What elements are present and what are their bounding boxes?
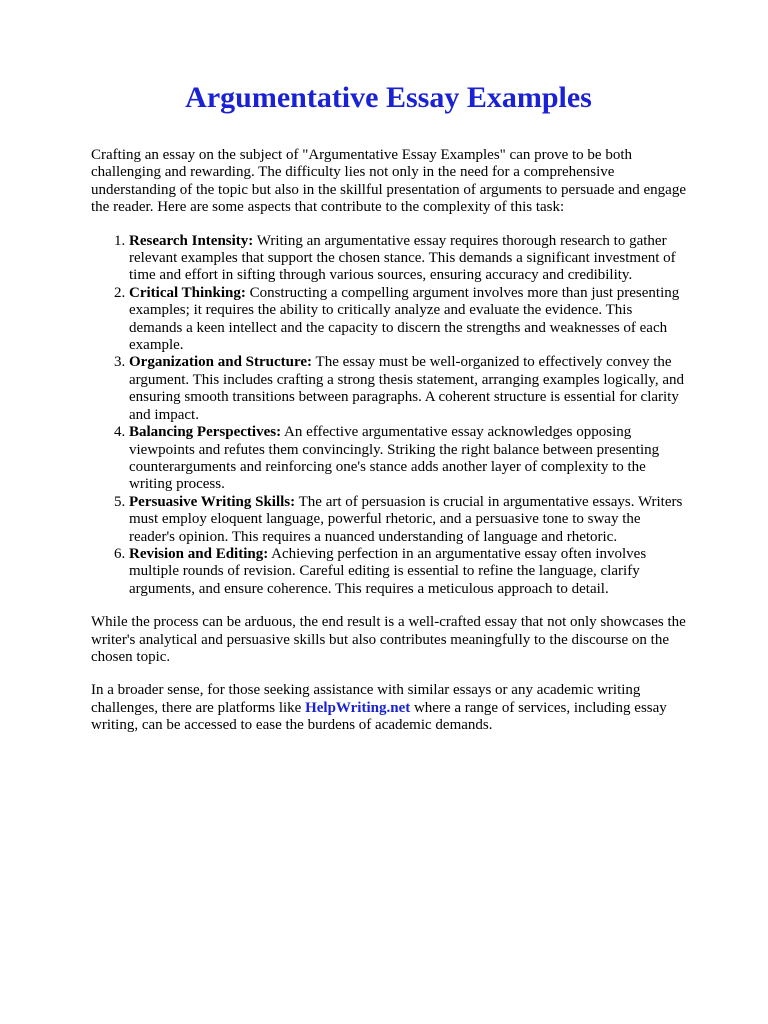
aspect-text: Writing an argumentative essay requires thorough research to gather relevant examples that support the chosen stance. This demands a significant investment of time and effort in sifting through various sources, ensuring accuracy and credibility. [129,232,676,284]
page-title: Argumentative Essay Examples [185,81,592,114]
aspect-term: Revision and Editing: [129,545,269,562]
assistance-paragraph [91,682,686,734]
aspect-text: Achieving perfection in an argumentative essay often involves multiple rounds of revision. Careful editing is essential to refine the language, clarify arguments, and ensure coherence. This requires a meticulous approach to detail. [129,545,647,597]
list-item [129,494,686,546]
aspect-term: Organization and Structure: [129,354,313,371]
aspect-text: The art of persuasion is crucial in argumentative essays. Writers must employ eloquent language, powerful rhetoric, and a persuasive tone to sway the reader's opinion. This requires a nuanced understanding of language and rhetoric. [129,493,683,545]
aspect-term: Persuasive Writing Skills: [129,493,296,510]
list-item [129,546,686,598]
aspects-list [91,233,686,599]
assistance-text-before: In a broader sense, for those seeking assistance with similar essays or any academic writing challenges, there are platforms like [91,682,641,716]
list-item [129,233,686,285]
aspect-term: Balancing Perspectives: [129,424,282,441]
helpwriting-link[interactable]: HelpWriting.net [305,699,411,716]
list-item [129,354,686,424]
aspect-text: An effective argumentative essay acknowledges opposing viewpoints and refutes them convincingly. Striking the right balance between presenting counterarguments and reinforcing one's stance adds another layer of complexity to the writing process. [129,424,660,493]
intro-paragraph: Crafting an essay on the subject of "Argumentative Essay Examples" can prove to be both challenging and rewarding. The difficulty lies not only in the need for a comprehensive understanding of the topic but also in the skillful presentation of arguments to persuade and engage the reader. Here are some aspects that contribute to the complexity of this task: [91,147,686,216]
aspect-term: Research Intensity: [129,232,254,249]
list-item [129,285,686,355]
aspect-text: The essay must be well-organized to effectively convey the argument. This includes crafting a strong thesis statement, arranging examples logically, and ensuring smooth transitions between paragraphs. A coherent structure is essential for clarity and impact. [129,354,684,423]
assistance-text-after: where a range of services, including essay writing, can be accessed to ease the burdens of academic demands. [91,699,667,734]
aspect-text: Constructing a compelling argument involves more than just presenting examples; it requires the ability to critically analyze and evaluate the evidence. This demands a keen intellect and the capacity to discern the strengths and weaknesses of each example. [129,284,680,354]
list-item [129,424,686,494]
aspect-term: Critical Thinking: [129,284,246,301]
closing-paragraph: While the process can be arduous, the end result is a well-crafted essay that not only showcases the writer's analytical and persuasive skills but also contributes meaningfully to the discourse on the chosen topic. [91,614,686,665]
